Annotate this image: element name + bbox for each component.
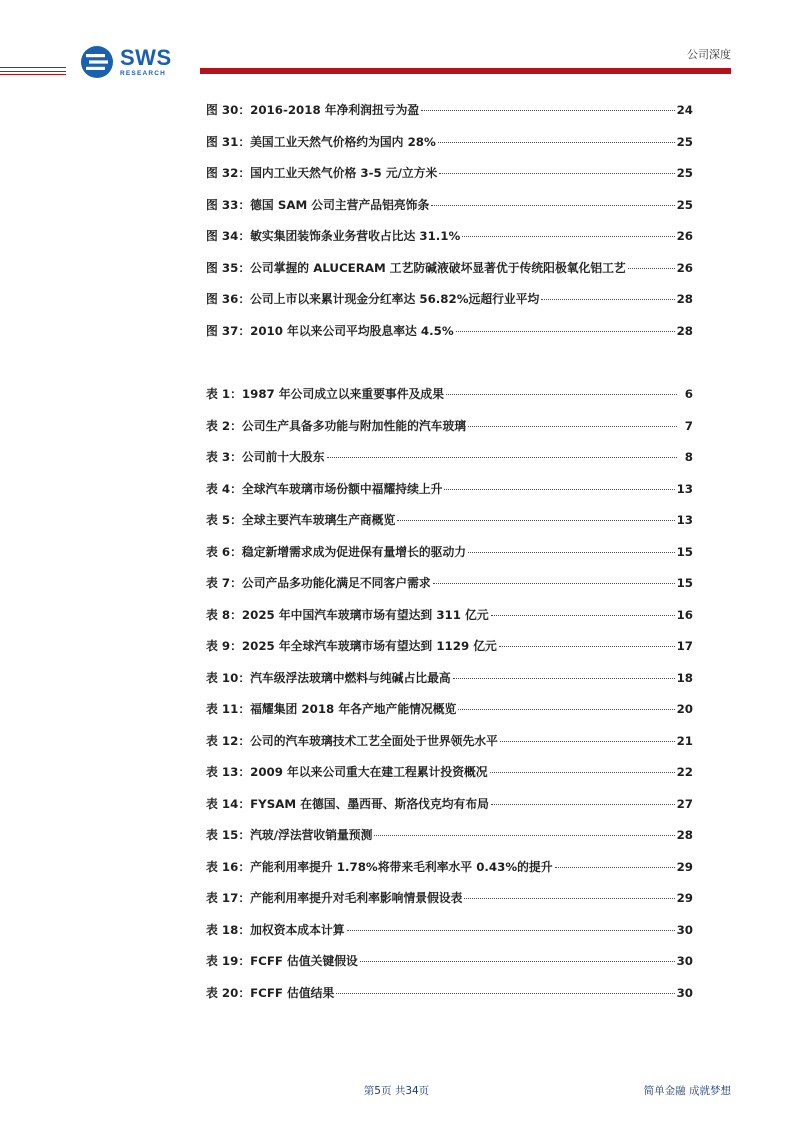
toc-dot-leader [541,299,674,300]
toc-entry-label: 表 10：汽车级浮法玻璃中燃料与纯碱占比最高 [206,670,451,685]
toc-dot-leader [444,489,674,490]
toc-page-number: 29 [676,859,693,874]
toc-page-number: 28 [676,323,693,338]
toc-page-number: 28 [676,828,693,842]
toc-entry-label: 表 13：2009 年以来公司重大在建工程累计投资概况 [206,765,488,779]
toc-page-number: 20 [676,702,693,716]
table-list [206,385,693,1015]
logo-wordmark [120,44,172,78]
table-toc-entry[interactable] [206,543,693,575]
toc-page-number: 21 [676,733,693,748]
table-toc-entry[interactable] [206,480,693,512]
toc-dot-leader [431,205,674,206]
table-toc-entry[interactable] [206,858,693,890]
toc-dot-leader [468,552,675,553]
toc-dot-leader [421,110,674,111]
table-toc-entry[interactable] [206,574,693,606]
toc-page-number: 26 [676,229,693,243]
header-rule-right [200,68,731,74]
table-toc-entry[interactable] [206,637,693,669]
figure-toc-entry[interactable] [206,259,693,291]
toc-entry-label: 表 11：福耀集团 2018 年各产地产能情况概览 [206,702,457,716]
toc-entry-label: 表 18：加权资本成本计算 [206,922,345,937]
sws-logo-icon [80,45,114,79]
toc-entry-label: 表 14：FYSAM 在德国、墨西哥、斯洛伐克均有布局 [206,796,489,811]
toc-dot-leader [336,993,674,994]
toc-page-number: 15 [676,576,693,590]
toc-dot-leader [433,583,675,584]
figure-toc-entry[interactable] [206,227,693,259]
toc-page-number: 6 [684,387,693,401]
toc-dot-leader [462,236,674,237]
table-toc-entry[interactable] [206,795,693,827]
toc-entry-label: 图 36：公司上市以来累计现金分红率达 56.82%远超行业平均 [206,292,540,306]
toc-entry-label: 图 35：公司掌握的 ALUCERAM 工艺防碱液破坏显著优于传统阳极氧化铝工艺 [206,260,626,275]
toc-page-number: 24 [676,103,693,117]
toc-dot-leader [438,142,675,143]
toc-entry-label: 表 5：全球主要汽车玻璃生产商概览 [206,513,396,527]
toc-entry-label: 表 3：公司前十大股东 [206,450,325,464]
table-toc-entry[interactable] [206,732,693,764]
table-toc-entry[interactable] [206,606,693,638]
toc-dot-leader [628,268,675,269]
toc-entry-label: 表 15：汽玻/浮法营收销量预测 [206,828,373,842]
figure-list [206,101,693,353]
toc-page-number: 25 [676,166,693,180]
toc-entry-label: 表 19：FCFF 估值关键假设 [206,954,358,968]
toc-entry-label: 表 4：全球汽车玻璃市场份额中福耀持续上升 [206,481,443,496]
toc-entry-label: 表 17：产能利用率提升对毛利率影响情景假设表 [206,891,463,905]
figure-toc-entry[interactable] [206,101,693,133]
toc-page-number: 30 [676,922,693,937]
toc-entry-label: 图 37：2010 年以来公司平均股息率达 4.5% [206,323,454,338]
toc-page-number: 7 [684,418,693,433]
toc-entry-label: 图 30：2016-2018 年净利润扭亏为盈 [206,103,420,117]
toc-page-number: 17 [676,639,693,653]
toc-dot-leader [500,741,675,742]
figure-toc-entry[interactable] [206,164,693,196]
toc-entry-label: 表 16：产能利用率提升 1.78%将带来毛利率水平 0.43%的提升 [206,859,553,874]
toc-dot-leader [456,331,675,332]
toc-page-number: 27 [676,796,693,811]
table-toc-entry[interactable] [206,984,693,1016]
toc-page-number: 16 [676,607,693,622]
toc-page-number: 13 [676,513,693,527]
figure-toc-entry[interactable] [206,290,693,322]
toc-entry-label: 表 6：稳定新增需求成为促进保有量增长的驱动力 [206,544,467,559]
table-toc-entry[interactable] [206,921,693,953]
report-type-label: 公司深度 [687,48,731,61]
footer-slogan: 简单金融 成就梦想 [643,1085,731,1097]
table-toc-entry[interactable] [206,826,693,858]
toc-entry-label: 图 33：德国 SAM 公司主营产品铝亮饰条 [206,197,430,212]
toc-page-number: 28 [676,292,693,306]
table-toc-entry[interactable] [206,417,693,449]
toc-dot-leader [555,867,675,868]
toc-entry-label: 表 12：公司的汽车玻璃技术工艺全面处于世界领先水平 [206,733,498,748]
page-header [0,0,793,90]
toc-entry-label: 表 7：公司产品多功能化满足不同客户需求 [206,576,431,590]
figure-toc-entry[interactable] [206,196,693,228]
page-number: 第5页 共34页 [363,1085,430,1097]
toc-page-number: 13 [676,481,693,496]
figure-toc-entry[interactable] [206,322,693,354]
toc-page-number: 18 [676,670,693,685]
toc-entry-label: 图 31：美国工业天然气价格约为国内 28% [206,134,436,149]
table-toc-entry[interactable] [206,763,693,795]
toc-dot-leader [464,898,674,899]
toc-dot-leader [347,930,675,931]
sws-logo [80,44,172,80]
toc-entry-label: 表 2：公司生产具备多功能与附加性能的汽车玻璃 [206,418,467,433]
toc-page-number: 8 [684,450,693,464]
toc-dot-leader [439,173,674,174]
toc-entry-label: 表 8：2025 年中国汽车玻璃市场有望达到 311 亿元 [206,607,489,622]
toc-page-number: 30 [676,954,693,968]
toc-page-number: 22 [676,765,693,779]
logo-sub-text: RESEARCH [120,69,167,77]
table-toc-entry[interactable] [206,889,693,921]
table-toc-entry[interactable] [206,448,693,480]
toc-page-number: 30 [676,985,693,1000]
toc-dot-leader [327,457,678,458]
toc-dot-leader [490,772,675,773]
header-rule-left-mid [0,71,66,72]
toc-entry-label: 图 32：国内工业天然气价格 3-5 元/立方米 [206,166,438,180]
toc-dot-leader [446,394,677,395]
toc-dot-leader [491,804,675,805]
toc-dot-leader [453,678,675,679]
toc-page-number: 25 [676,197,693,212]
toc-entry-label: 表 9：2025 年全球汽车玻璃市场有望达到 1129 亿元 [206,639,497,653]
toc-dot-leader [499,646,675,647]
logo-main-text: SWS [120,44,172,70]
toc-page-number: 25 [676,134,693,149]
table-toc-entry[interactable] [206,952,693,984]
table-toc-entry[interactable] [206,669,693,701]
toc-page-number: 15 [676,544,693,559]
figure-toc-entry[interactable] [206,133,693,165]
toc-entry-label: 表 20：FCFF 估值结果 [206,985,335,1000]
toc-dot-leader [491,615,675,616]
toc-page-number: 26 [676,260,693,275]
table-toc-entry[interactable] [206,700,693,732]
toc-dot-leader [360,961,675,962]
toc-dot-leader [397,520,674,521]
table-toc-entry[interactable] [206,511,693,543]
toc-dot-leader [458,709,674,710]
toc-entry-label: 表 1：1987 年公司成立以来重要事件及成果 [206,387,445,401]
toc-dot-leader [468,426,677,427]
toc-page-number: 29 [676,891,693,905]
toc-entry-label: 图 34：敏实集团装饰条业务营收占比达 31.1% [206,229,461,243]
toc-dot-leader [374,835,674,836]
table-toc-entry[interactable] [206,385,693,417]
